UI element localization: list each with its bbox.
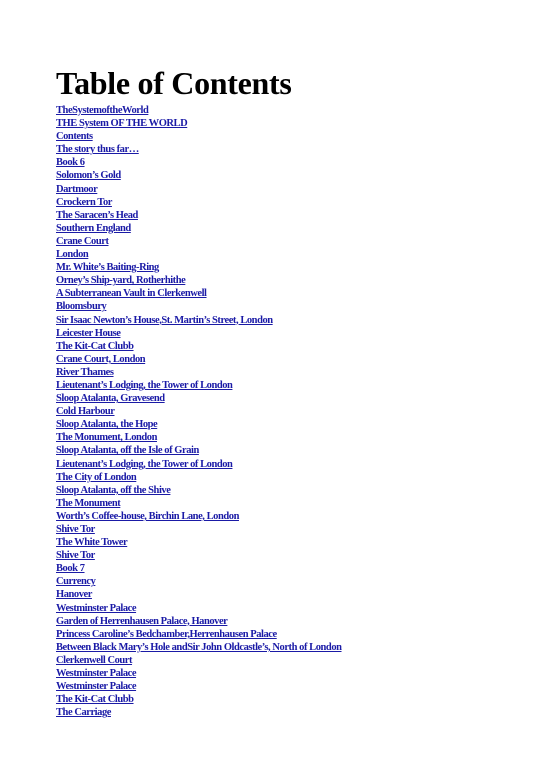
- toc-entry: [56, 169, 526, 182]
- toc-entry: [56, 510, 526, 523]
- toc-entry: [56, 562, 526, 575]
- toc-entry: [56, 484, 526, 497]
- toc-entry: [56, 117, 526, 130]
- toc-entry: [56, 274, 526, 287]
- toc-entry-link[interactable]: Lieutenant’s Lodging, the Tower of London: [56, 458, 233, 470]
- toc-entry: [56, 248, 526, 261]
- toc-entry-link[interactable]: Worth’s Coffee-house, Birchin Lane, London: [56, 510, 239, 522]
- toc-entry-link[interactable]: Westminster Palace: [56, 602, 137, 614]
- toc-entry: [56, 602, 526, 615]
- toc-entry-link[interactable]: The Kit-Cat Clubb: [56, 694, 134, 706]
- toc-entry-link[interactable]: Bloomsbury: [56, 301, 107, 313]
- toc-entry-link[interactable]: Southern England: [56, 222, 131, 234]
- toc-entry: [56, 287, 526, 300]
- toc-entry-link[interactable]: Hanover: [56, 589, 92, 601]
- toc-entry: [56, 183, 526, 196]
- toc-entry-link[interactable]: Book 7: [56, 563, 85, 575]
- toc-entry: [56, 444, 526, 457]
- toc-entry: [56, 693, 526, 706]
- toc-entry-link[interactable]: Currency: [56, 576, 96, 588]
- toc-entry: [56, 222, 526, 235]
- toc-entry: [56, 104, 526, 117]
- toc-entry-link[interactable]: The Monument: [56, 497, 121, 509]
- toc-entry-link[interactable]: TheSystemoftheWorld: [56, 105, 149, 116]
- toc-entry: [56, 379, 526, 392]
- toc-entry-link[interactable]: Crane Court: [56, 235, 109, 247]
- toc-entry: [56, 392, 526, 405]
- toc-entry: [56, 588, 526, 601]
- toc-entry: [56, 405, 526, 418]
- toc-entry: [56, 680, 526, 693]
- toc-entry-link[interactable]: Crane Court, London: [56, 353, 146, 365]
- toc-entry: [56, 706, 526, 719]
- toc-entry: [56, 156, 526, 169]
- toc-entry: [56, 314, 526, 327]
- toc-entry-link[interactable]: Sir Isaac Newton’s House,St. Martin’s Street, London: [56, 314, 273, 326]
- toc-entry: [56, 353, 526, 366]
- toc-entry-link[interactable]: Garden of Herrenhausen Palace, Hanover: [56, 615, 228, 627]
- toc-entry-link[interactable]: Cold Harbour: [56, 406, 115, 418]
- toc-entry-link[interactable]: The Kit-Cat Clubb: [56, 340, 134, 352]
- toc-entry-link[interactable]: THE System OF THE WORLD: [56, 118, 188, 130]
- toc-entry-link[interactable]: Clerkenwell Court: [56, 654, 133, 666]
- toc-entry-link[interactable]: Between Black Mary’s Hole andSir John Oldcastle’s, North of London: [56, 641, 342, 653]
- toc-entry: [56, 300, 526, 313]
- toc-entry: [56, 235, 526, 248]
- toc-entry-link[interactable]: The City of London: [56, 471, 137, 483]
- toc-entry-link[interactable]: Mr. White’s Baiting-Ring: [56, 262, 159, 274]
- toc-entry: [56, 523, 526, 536]
- toc-entry-link[interactable]: Princess Caroline’s Bedchamber,Herrenhausen Palace: [56, 628, 277, 640]
- toc-entry-link[interactable]: London: [56, 249, 89, 261]
- toc-entry-link[interactable]: Westminster Palace: [56, 681, 137, 693]
- toc-entry-link[interactable]: Orney’s Ship-yard, Rotherhithe: [56, 275, 186, 287]
- toc-entry: [56, 628, 526, 641]
- toc-entry-link[interactable]: Crockern Tor: [56, 196, 112, 208]
- toc-entry: [56, 340, 526, 353]
- toc-entry-link[interactable]: The Monument, London: [56, 432, 157, 444]
- toc-entry-link[interactable]: Shive Tor: [56, 550, 95, 562]
- toc-entry: [56, 196, 526, 209]
- toc-entry: [56, 366, 526, 379]
- toc-entry-link[interactable]: Book 6: [56, 157, 85, 169]
- page-title: Table of Contents: [56, 65, 292, 101]
- toc-entry: [56, 615, 526, 628]
- toc-entry: [56, 497, 526, 510]
- toc-entry: [56, 536, 526, 549]
- toc-entry: [56, 327, 526, 340]
- table-of-contents-list: [56, 104, 526, 719]
- toc-entry-link[interactable]: Solomon’s Gold: [56, 170, 121, 182]
- toc-entry-link[interactable]: Sloop Atalanta, the Hope: [56, 419, 158, 431]
- toc-entry-link[interactable]: Contents: [56, 131, 93, 143]
- toc-entry: [56, 209, 526, 222]
- toc-entry-link[interactable]: Sloop Atalanta, off the Isle of Grain: [56, 445, 199, 457]
- toc-entry: [56, 458, 526, 471]
- document-page: [56, 64, 526, 719]
- toc-entry: [56, 130, 526, 143]
- toc-entry-link[interactable]: The White Tower: [56, 537, 128, 549]
- toc-entry-link[interactable]: Lieutenant’s Lodging, the Tower of London: [56, 379, 233, 391]
- toc-entry-link[interactable]: Westminster Palace: [56, 668, 137, 680]
- toc-entry: [56, 143, 526, 156]
- toc-entry-link[interactable]: A Subterranean Vault in Clerkenwell: [56, 288, 207, 300]
- toc-entry: [56, 471, 526, 484]
- toc-entry-link[interactable]: River Thames: [56, 366, 114, 378]
- toc-entry: [56, 667, 526, 680]
- toc-entry: [56, 549, 526, 562]
- toc-entry: [56, 261, 526, 274]
- toc-entry-link[interactable]: The Carriage: [56, 707, 111, 719]
- toc-entry-link[interactable]: Shive Tor: [56, 524, 95, 535]
- toc-entry: [56, 641, 526, 654]
- toc-entry-link[interactable]: The Saracen’s Head: [56, 209, 138, 221]
- toc-entry-link[interactable]: Dartmoor: [56, 183, 98, 195]
- toc-entry: [56, 654, 526, 667]
- toc-entry-link[interactable]: Sloop Atalanta, off the Shive: [56, 484, 171, 496]
- toc-entry: [56, 575, 526, 588]
- toc-entry: [56, 418, 526, 431]
- toc-entry-link[interactable]: Leicester House: [56, 327, 121, 339]
- toc-entry-link[interactable]: Sloop Atalanta, Gravesend: [56, 393, 165, 405]
- toc-entry-link[interactable]: The story thus far…: [56, 144, 139, 156]
- toc-entry: [56, 431, 526, 444]
